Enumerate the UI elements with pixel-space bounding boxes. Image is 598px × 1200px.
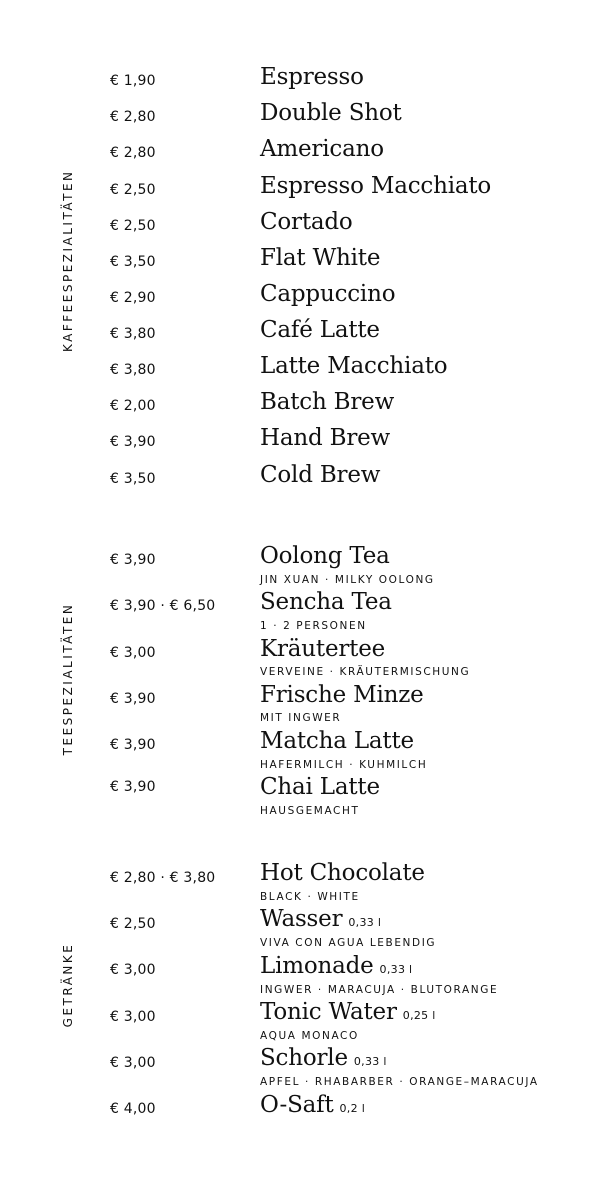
item-name — [260, 955, 412, 978]
item-name-text: Wasser — [260, 906, 343, 932]
item-name-text: Limonade — [260, 953, 374, 979]
item-description: HAUSGEMACHT — [260, 805, 360, 817]
item-price: € 3,00 — [110, 1009, 156, 1025]
item-description: AQUA MONACO — [260, 1030, 359, 1042]
item-name: Latte Macchiato — [260, 353, 448, 379]
item-description: VERVEINE · KRÄUTERMISCHUNG — [260, 666, 471, 678]
item-price: € 3,00 — [110, 645, 156, 661]
item-price: € 3,50 — [110, 254, 156, 270]
item-description: MIT INGWER — [260, 712, 342, 724]
item-price: € 3,00 — [110, 962, 156, 978]
item-name: Chai Latte — [260, 774, 380, 800]
item-price: € 3,50 — [110, 471, 156, 487]
item-description: JIN XUAN · MILKY OOLONG — [260, 574, 435, 586]
item-price: € 2,80 · € 3,80 — [110, 870, 216, 886]
item-price: € 1,90 — [110, 73, 156, 89]
item-price: € 3,80 — [110, 326, 156, 342]
item-price: € 2,80 — [110, 145, 156, 161]
item-name: Hand Brew — [260, 425, 391, 451]
item-name: Oolong Tea — [260, 543, 390, 569]
item-description: VIVA CON AGUA LEBENDIG — [260, 937, 437, 949]
item-description: APFEL · RHABARBER · ORANGE–MARACUJA — [260, 1076, 539, 1088]
item-price: € 3,90 — [110, 737, 156, 753]
item-description: BLACK · WHITE — [260, 891, 360, 903]
item-name: Sencha Tea — [260, 589, 392, 615]
item-name: Double Shot — [260, 100, 402, 126]
item-price: € 3,80 — [110, 362, 156, 378]
item-price: € 2,90 — [110, 290, 156, 306]
item-name: Frische Minze — [260, 682, 424, 708]
item-name — [260, 1094, 365, 1117]
item-size: 0,2 l — [339, 1102, 366, 1115]
item-description: INGWER · MARACUJA · BLUTORANGE — [260, 984, 499, 996]
item-name: Espresso Macchiato — [260, 173, 492, 199]
item-price: € 2,50 — [110, 182, 156, 198]
section-label-coffee: KAFFEESPEZIALITÄTEN — [61, 169, 75, 352]
item-name-text: O-Saft — [260, 1092, 334, 1118]
item-price: € 3,90 — [110, 552, 156, 568]
item-description: 1 · 2 PERSONEN — [260, 620, 367, 632]
item-price: € 3,00 — [110, 1055, 156, 1071]
item-size: 0,25 l — [402, 1009, 436, 1022]
item-name: Cortado — [260, 209, 353, 235]
item-name: Batch Brew — [260, 389, 395, 415]
item-name: Cold Brew — [260, 462, 381, 488]
section-label-drinks: GETRÄNKE — [61, 942, 75, 1028]
item-name-text: Schorle — [260, 1045, 348, 1071]
section-label-tea: TEESPEZIALITÄTEN — [61, 602, 75, 756]
item-description: HAFERMILCH · KUHMILCH — [260, 759, 428, 771]
item-name: Kräutertee — [260, 636, 386, 662]
item-size: 0,33 l — [348, 916, 382, 929]
item-name: Cappuccino — [260, 281, 396, 307]
item-name-text: Hot Chocolate — [260, 860, 425, 886]
item-name: Americano — [260, 136, 384, 162]
item-price: € 2,50 — [110, 218, 156, 234]
item-price: € 4,00 — [110, 1101, 156, 1117]
item-name: Espresso — [260, 64, 364, 90]
item-price: € 3,90 — [110, 779, 156, 795]
item-name — [260, 1047, 387, 1070]
item-price: € 3,90 · € 6,50 — [110, 598, 216, 614]
item-name-text: Tonic Water — [260, 999, 397, 1025]
item-name — [260, 908, 381, 931]
item-price: € 2,80 — [110, 109, 156, 125]
item-price: € 2,00 — [110, 398, 156, 414]
item-name — [260, 862, 425, 885]
item-name: Flat White — [260, 245, 381, 271]
item-name: Café Latte — [260, 317, 380, 343]
item-size: 0,33 l — [353, 1055, 387, 1068]
item-price: € 3,90 — [110, 434, 156, 450]
item-name: Matcha Latte — [260, 728, 414, 754]
item-size: 0,33 l — [379, 963, 413, 976]
item-price: € 2,50 — [110, 916, 156, 932]
item-price: € 3,90 — [110, 691, 156, 707]
item-name — [260, 1001, 436, 1024]
